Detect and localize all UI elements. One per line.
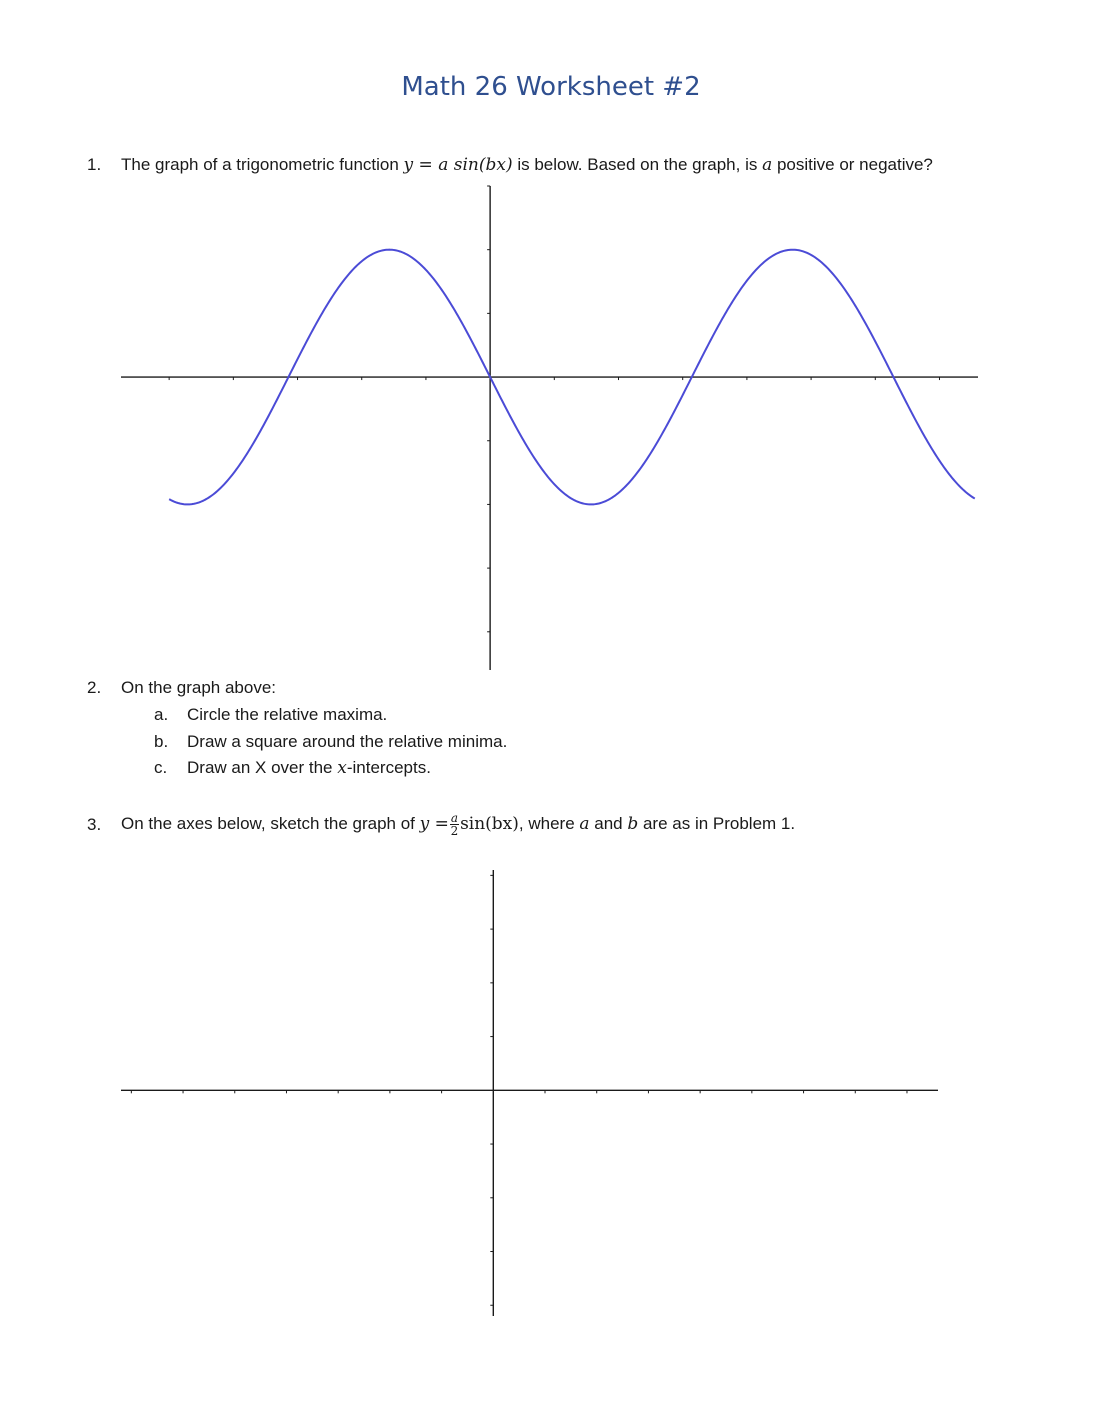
question-2a-letter: a. [154, 705, 169, 724]
q1-text-before: The graph of a trigonometric function [121, 155, 404, 174]
q2c-text-after: -intercepts. [346, 758, 431, 777]
question-2b-letter: b. [154, 732, 169, 751]
q3-variable-a: a [579, 814, 590, 834]
q3-variable-b: b [627, 814, 639, 834]
question-2b-text: Draw a square around the relative minima. [187, 732, 508, 751]
q2c-variable-x: x [337, 758, 347, 778]
q3-fraction-numerator: a [450, 811, 459, 826]
question-1-text [121, 154, 933, 176]
question-3-number: 3. [87, 815, 102, 834]
question-2-number: 2. [87, 678, 102, 697]
question-2a-text: Circle the relative maxima. [187, 705, 388, 724]
page-title: Math 26 Worksheet #2 [401, 72, 701, 102]
q3-fraction [450, 812, 459, 837]
q2c-text-before: Draw an X over the [187, 758, 338, 777]
q3-text-and: and [589, 814, 628, 833]
graph1-series-line [169, 250, 975, 505]
q1-text-after: positive or negative? [772, 155, 933, 174]
q3-text-before: On the axes below, sketch the graph of [121, 814, 420, 833]
q1-text-mid: is below. Based on the graph, is [512, 155, 763, 174]
q3-text-after: are as in Problem 1. [638, 814, 796, 833]
q3-equation-y: y = [419, 814, 449, 834]
question-2c-letter: c. [154, 758, 168, 777]
q3-equation-sin: sin(bx) [460, 814, 519, 834]
q3-text-mid: , where [518, 814, 580, 833]
question-3-text [121, 806, 795, 842]
q1-variable-a: a [762, 155, 773, 175]
question-2-text: On the graph above: [121, 678, 277, 697]
question-1-number: 1. [87, 155, 102, 174]
q3-fraction-denominator: 2 [450, 824, 459, 839]
q1-equation: y = a sin(bx) [403, 155, 513, 175]
question-2c-text [187, 757, 431, 779]
